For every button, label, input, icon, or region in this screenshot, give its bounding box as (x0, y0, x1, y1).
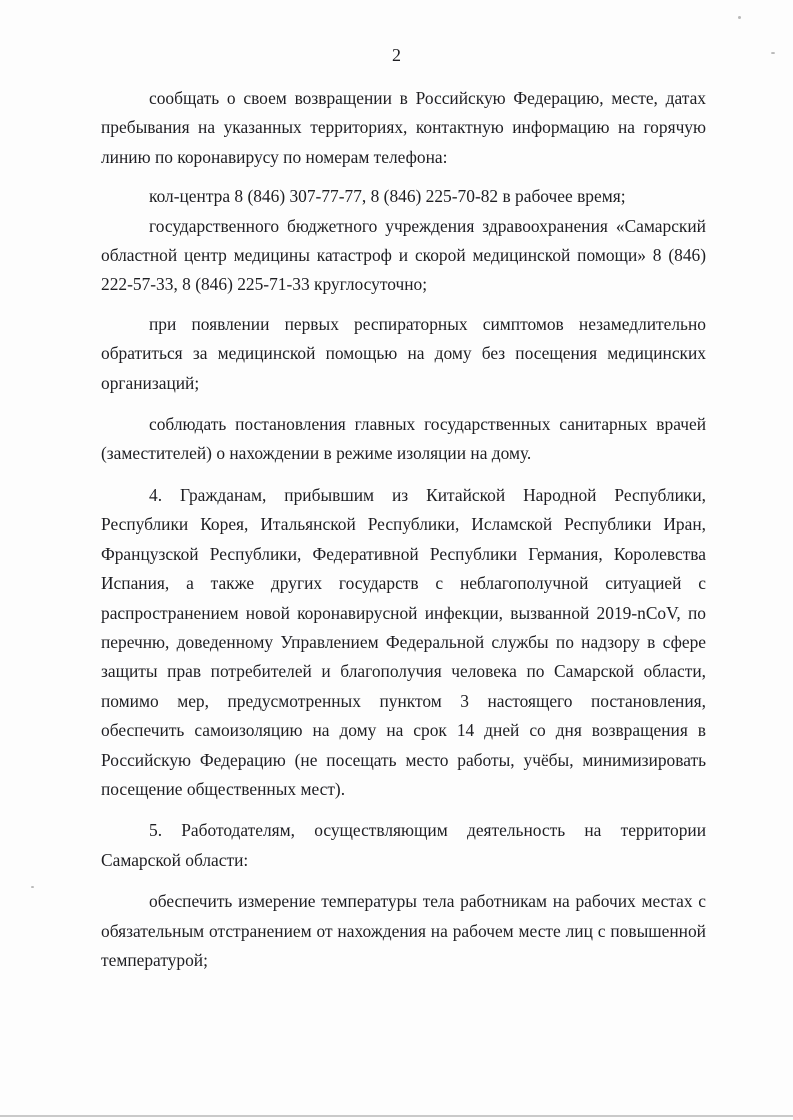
paragraph-call-center: кол-центра 8 (846) 307-77-77, 8 (846) 225-70-82 в рабочее время; (149, 186, 626, 207)
scan-speck (738, 16, 741, 19)
scan-speck (31, 886, 34, 888)
paragraph-temperature-check: обеспечить измерение температуры тела работникам на рабочих местах с обязательным отстранением от нахождения на рабочем месте лиц с повышенной температурой; (101, 891, 706, 970)
page-number: 2 (392, 45, 401, 65)
scan-edge-line (0, 1115, 793, 1117)
paragraph-seek-help: при появлении первых респираторных симптомов незамедлительно обратиться за медицинской помощью на дому без посещения медицинских организаций; (101, 313, 706, 393)
scan-speck (771, 52, 775, 54)
paragraph-comply-resolutions: соблюдать постановления главных государственных санитарных врачей (заместителей) о нахождении в режиме изоляции на дому. (101, 414, 706, 464)
document-body (101, 84, 706, 985)
paragraph-item-4: 4. Гражданам, прибывшим из Китайской Народной Республики, Республики Корея, Итальянской Республики, Исламской Республики Иран, Французской Республики, Федеративной Республики Германия, Королевства Испания, а также других государств с неблагополучной ситуацией с распространением новой коронавирусной инфекции, вызванной 2019-nCoV, по перечню, доведенному Управлением Федеральной службы по надзору в сфере защиты прав потребителей и благополучия человека по Самарской области, помимо мер, предусмотренных пунктом 3 настоящего постановления, обеспечить самоизоляцию на дому на срок 14 дней со дня возвращения в Российскую Федерацию (не посещать место работы, учёбы, минимизировать посещение общественных мест). (101, 484, 706, 799)
paragraph-item-5: 5. Работодателям, осуществляющим деятельность на территории Самарской области: (101, 820, 706, 870)
paragraph-report-return: сообщать о своем возвращении в Российскую Федерацию, месте, датах пребывания на указанных территориях, контактную информацию на горячую линию по коронавирусу по номерам телефона: (101, 88, 706, 167)
paragraph-disaster-center: государственного бюджетного учреждения здравоохранения «Самарский областной центр медицины катастроф и скорой медицинской помощи» 8 (846) 222-57-33, 8 (846) 225-71-33 круглосуточно; (101, 215, 706, 295)
